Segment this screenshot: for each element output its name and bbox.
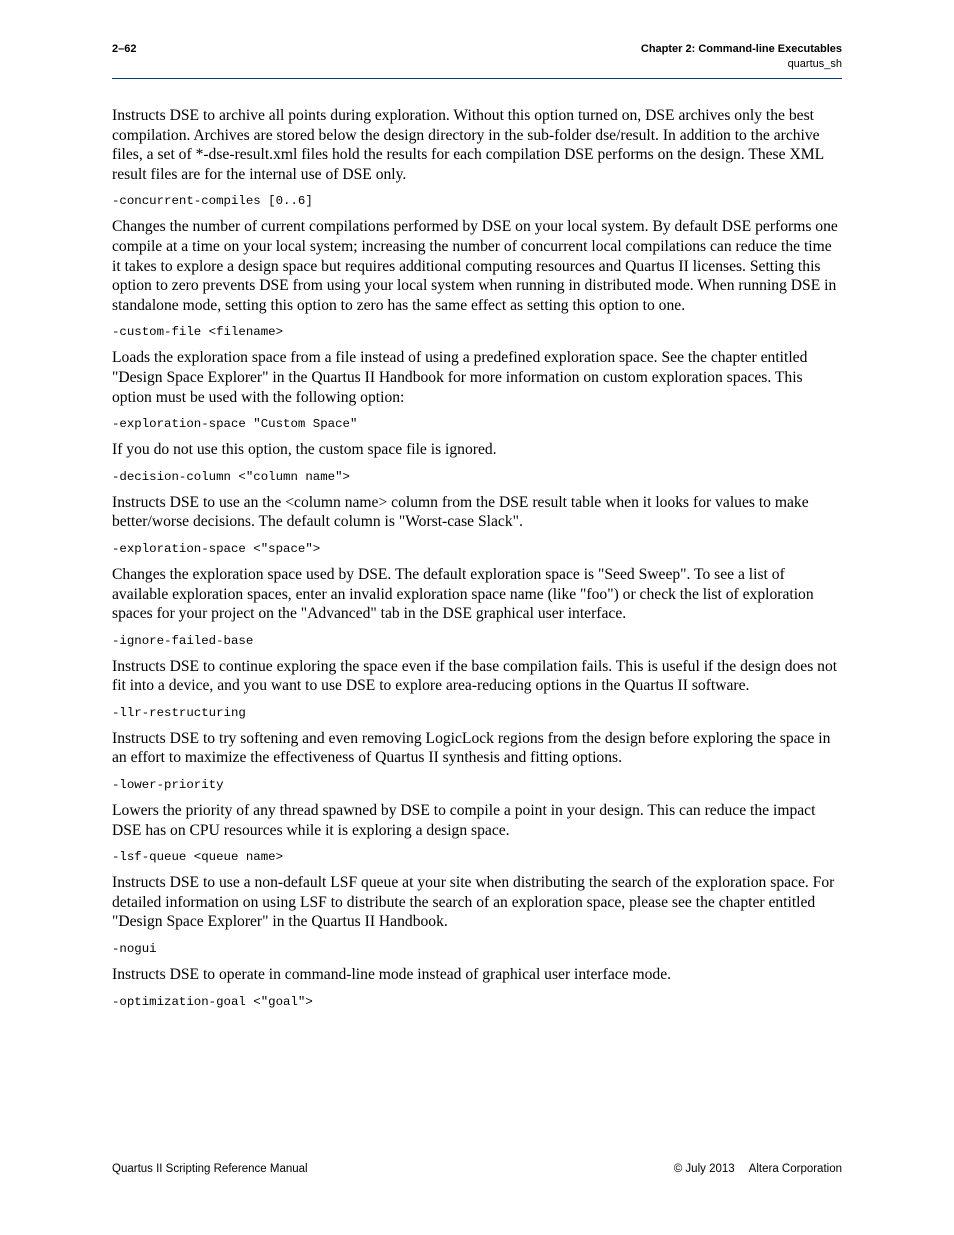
code-option: -optimization-goal <"goal"> bbox=[112, 994, 313, 1009]
page-number: 2–62 bbox=[112, 43, 137, 55]
paragraph: Instructs DSE to continue exploring the space even if the base compilation fails. This is useful if the design does not fit into a device, and you want to use DSE to explore area-reducing options in the Quartus II software. bbox=[112, 657, 838, 695]
paragraph: Instructs DSE to use an the <column name> column from the DSE result table when it looks for values to make better/worse decisions. The default column is "Worst-case Slack". bbox=[112, 493, 809, 531]
paragraph: Instructs DSE to archive all points during exploration. Without this option turned on, DSE archives only the best compilation. Archives are stored below the design directory in the sub-folder dse/result. In addition to the archive files, a set of *-dse-result.xml files hold the results for each compilation DSE performs on the design. These XML result files are for the internal use of DSE only. bbox=[112, 107, 824, 183]
footer-right bbox=[674, 1162, 842, 1177]
paragraph: Changes the exploration space used by DSE. The default exploration space is "Seed Sweep". To see a list of available exploration spaces, enter an invalid exploration space name (like "foo") or check the list of exploration spaces for your project on the "Advanced" tab in the DSE graphical user interface. bbox=[112, 565, 814, 623]
manual-title: Quartus II Scripting Reference Manual bbox=[112, 1163, 308, 1175]
paragraph: Instructs DSE to try softening and even removing LogicLock regions from the design before exploring the space in an effort to maximize the effectiveness of Quartus II synthesis and fitting options. bbox=[112, 729, 831, 767]
paragraph: Lowers the priority of any thread spawned by DSE to compile a point in your design. This can reduce the impact DSE has on CPU resources while it is exploring a design space. bbox=[112, 802, 816, 839]
paragraph: Instructs DSE to operate in command-line mode instead of graphical user interface mode. bbox=[112, 966, 672, 984]
code-option: -nogui bbox=[112, 942, 157, 957]
company-name: Altera Corporation bbox=[748, 1163, 842, 1175]
code-option: -exploration-space "Custom Space" bbox=[112, 417, 358, 432]
code-option: -custom-file <filename> bbox=[112, 325, 284, 340]
code-option: -lower-priority bbox=[112, 778, 224, 793]
chapter-title: Chapter 2: Command-line Executables bbox=[640, 43, 842, 55]
code-option: -ignore-failed-base bbox=[112, 633, 254, 648]
header-right bbox=[641, 42, 842, 72]
page-header bbox=[112, 42, 842, 79]
code-option: -decision-column <"column name"> bbox=[112, 469, 350, 484]
section-title: quartus_sh bbox=[787, 58, 842, 70]
code-option: -lsf-queue <queue name> bbox=[112, 850, 284, 865]
paragraph: Instructs DSE to use a non-default LSF queue at your site when distributing the search of the exploration space. For detailed information on using LSF to distribute the search of an exploration space, please see the chapter entitled "Design Space Explorer" in the Quartus II Handbook. bbox=[112, 874, 835, 931]
page-body bbox=[112, 106, 842, 1018]
code-option: -exploration-space <"space"> bbox=[112, 541, 321, 556]
paragraph: Changes the number of current compilations performed by DSE on your local system. By default DSE performs one compile at a time on your local system; increasing the number of concurrent local compilations can reduce the time it takes to explore a design space but requires additional computing resources and Quartus II licenses. Setting this option to zero prevents DSE from using your local system when running in distributed mode. When running DSE in standalone mode, setting this option to zero has the same effect as setting this option to one. bbox=[112, 218, 838, 314]
copyright-date: © July 2013 bbox=[673, 1163, 735, 1175]
code-option: -concurrent-compiles [0..6] bbox=[112, 194, 313, 209]
paragraph: Loads the exploration space from a file instead of using a predefined exploration space. See the chapter entitled "Design Space Explorer" in the Quartus II Handbook for more information on custom exploration spaces. This option must be used with the following option: bbox=[112, 349, 808, 406]
paragraph: If you do not use this option, the custom space file is ignored. bbox=[112, 441, 497, 459]
code-option: -llr-restructuring bbox=[112, 705, 246, 720]
